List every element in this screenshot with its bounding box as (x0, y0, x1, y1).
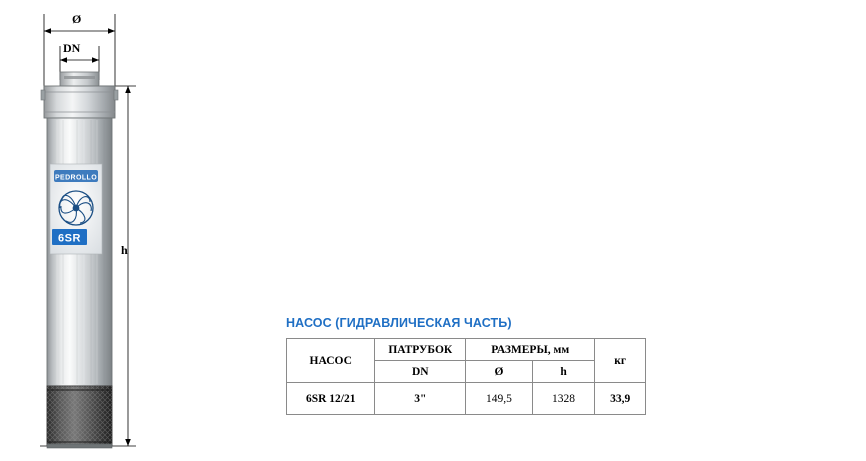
header-dn: DN (375, 361, 466, 383)
header-diameter: Ø (466, 361, 533, 383)
dn-arrow-right (92, 57, 99, 63)
header-port: ПАТРУБОК (375, 339, 466, 361)
cell-pump-model: 6SR 12/21 (287, 383, 375, 415)
pump-top-head (44, 86, 115, 118)
table-row (287, 383, 646, 415)
cell-diameter: 149,5 (466, 383, 533, 415)
dn-arrow-left (60, 57, 67, 63)
header-weight: кг (595, 339, 646, 383)
cell-height: 1328 (532, 383, 595, 415)
pump-spec-table (286, 338, 646, 415)
diameter-label: Ø (72, 12, 82, 26)
svg-text:PEDROLLO: PEDROLLO (54, 174, 98, 182)
spec-table-block (286, 316, 646, 415)
height-arrow-bottom (125, 439, 131, 446)
pump-drawing-svg (0, 0, 300, 461)
diameter-arrow-right (108, 28, 115, 34)
height-arrow-top (125, 86, 131, 93)
dn-label: DN (63, 41, 81, 55)
pump-technical-drawing (0, 0, 300, 461)
table-header-row-1 (287, 339, 646, 361)
cell-dn: 3" (375, 383, 466, 415)
svg-text:6SR: 6SR (58, 232, 81, 245)
diameter-arrow-left (44, 28, 51, 34)
spec-table-title: НАСОС (ГИДРАВЛИЧЕСКАЯ ЧАСТЬ) (286, 316, 512, 330)
cell-weight: 33,9 (595, 383, 646, 415)
height-label: h (121, 243, 128, 257)
header-pump: НАСОС (287, 339, 375, 383)
header-dimensions: РАЗМЕРЫ, мм (466, 339, 595, 361)
header-height: h (532, 361, 595, 383)
